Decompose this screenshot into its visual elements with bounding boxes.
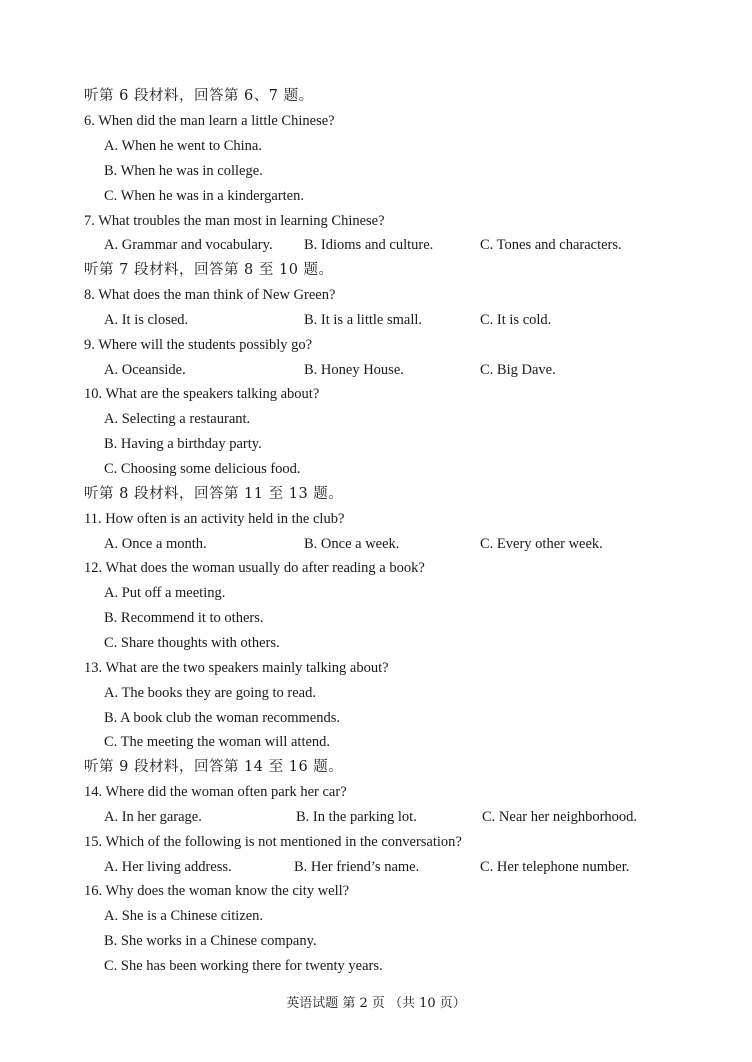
question-stem: 11. How often is an activity held in the club? bbox=[84, 511, 345, 527]
option-b: B. Honey House. bbox=[304, 362, 404, 378]
option-a: A. It is closed. bbox=[104, 312, 189, 328]
question-stem: 9. Where will the students possibly go? bbox=[84, 337, 313, 353]
question-stem: 8. What does the man think of New Green? bbox=[84, 287, 336, 303]
option-c: C. She has been working there for twenty years. bbox=[104, 958, 383, 974]
option-a: A. Her living address. bbox=[104, 859, 232, 875]
option-b: B. When he was in college. bbox=[104, 163, 263, 179]
section-heading: 听第 7 段材料，回答第 8 至 10 题。 bbox=[84, 262, 334, 278]
option-a: A. The books they are going to read. bbox=[104, 685, 316, 701]
option-b: B. A book club the woman recommends. bbox=[104, 710, 340, 726]
option-a: A. Once a month. bbox=[104, 536, 207, 552]
question-stem: 14. Where did the woman often park her car? bbox=[84, 784, 347, 800]
option-c: C. Her telephone number. bbox=[480, 859, 630, 875]
question-stem: 7. What troubles the man most in learning Chinese? bbox=[84, 213, 385, 229]
option-a: A. Selecting a restaurant. bbox=[104, 411, 251, 427]
page-footer: 英语试题 第 2 页 （共 10 页） bbox=[286, 996, 466, 1011]
option-c: C. It is cold. bbox=[480, 312, 552, 328]
option-b: B. Her friend’s name. bbox=[294, 859, 420, 875]
option-c: C. Share thoughts with others. bbox=[104, 635, 280, 651]
option-b: B. In the parking lot. bbox=[296, 809, 417, 825]
option-a: A. When he went to China. bbox=[104, 138, 262, 154]
section-heading: 听第 6 段材料，回答第 6、7 题。 bbox=[84, 88, 314, 104]
option-c: C. The meeting the woman will attend. bbox=[104, 734, 331, 750]
option-a: A. Grammar and vocabulary. bbox=[104, 237, 273, 253]
option-b: B. She works in a Chinese company. bbox=[104, 933, 317, 949]
question-stem: 15. Which of the following is not mentioned in the conversation? bbox=[84, 834, 462, 850]
option-b: B. Having a birthday party. bbox=[104, 436, 262, 452]
option-c: C. Big Dave. bbox=[480, 362, 556, 378]
option-c: C. When he was in a kindergarten. bbox=[104, 188, 304, 204]
option-c: C. Choosing some delicious food. bbox=[104, 461, 301, 477]
option-a: A. Oceanside. bbox=[104, 362, 186, 378]
option-a: A. She is a Chinese citizen. bbox=[104, 908, 264, 924]
option-a: A. In her garage. bbox=[104, 809, 202, 825]
question-stem: 6. When did the man learn a little Chinese? bbox=[84, 113, 335, 129]
section-heading: 听第 9 段材料，回答第 14 至 16 题。 bbox=[84, 759, 344, 775]
section-heading: 听第 8 段材料，回答第 11 至 13 题。 bbox=[84, 486, 344, 502]
option-b: B. Recommend it to others. bbox=[104, 610, 264, 626]
option-b: B. It is a little small. bbox=[304, 312, 423, 328]
question-stem: 13. What are the two speakers mainly talking about? bbox=[84, 660, 389, 676]
option-b: B. Idioms and culture. bbox=[304, 237, 434, 253]
option-b: B. Once a week. bbox=[304, 536, 400, 552]
question-stem: 12. What does the woman usually do after reading a book? bbox=[84, 560, 425, 576]
option-c: C. Near her neighborhood. bbox=[482, 809, 638, 825]
option-c: C. Tones and characters. bbox=[480, 237, 622, 253]
question-stem: 10. What are the speakers talking about? bbox=[84, 386, 320, 402]
option-c: C. Every other week. bbox=[480, 536, 603, 552]
question-stem: 16. Why does the woman know the city well? bbox=[84, 883, 350, 899]
option-a: A. Put off a meeting. bbox=[104, 585, 226, 601]
